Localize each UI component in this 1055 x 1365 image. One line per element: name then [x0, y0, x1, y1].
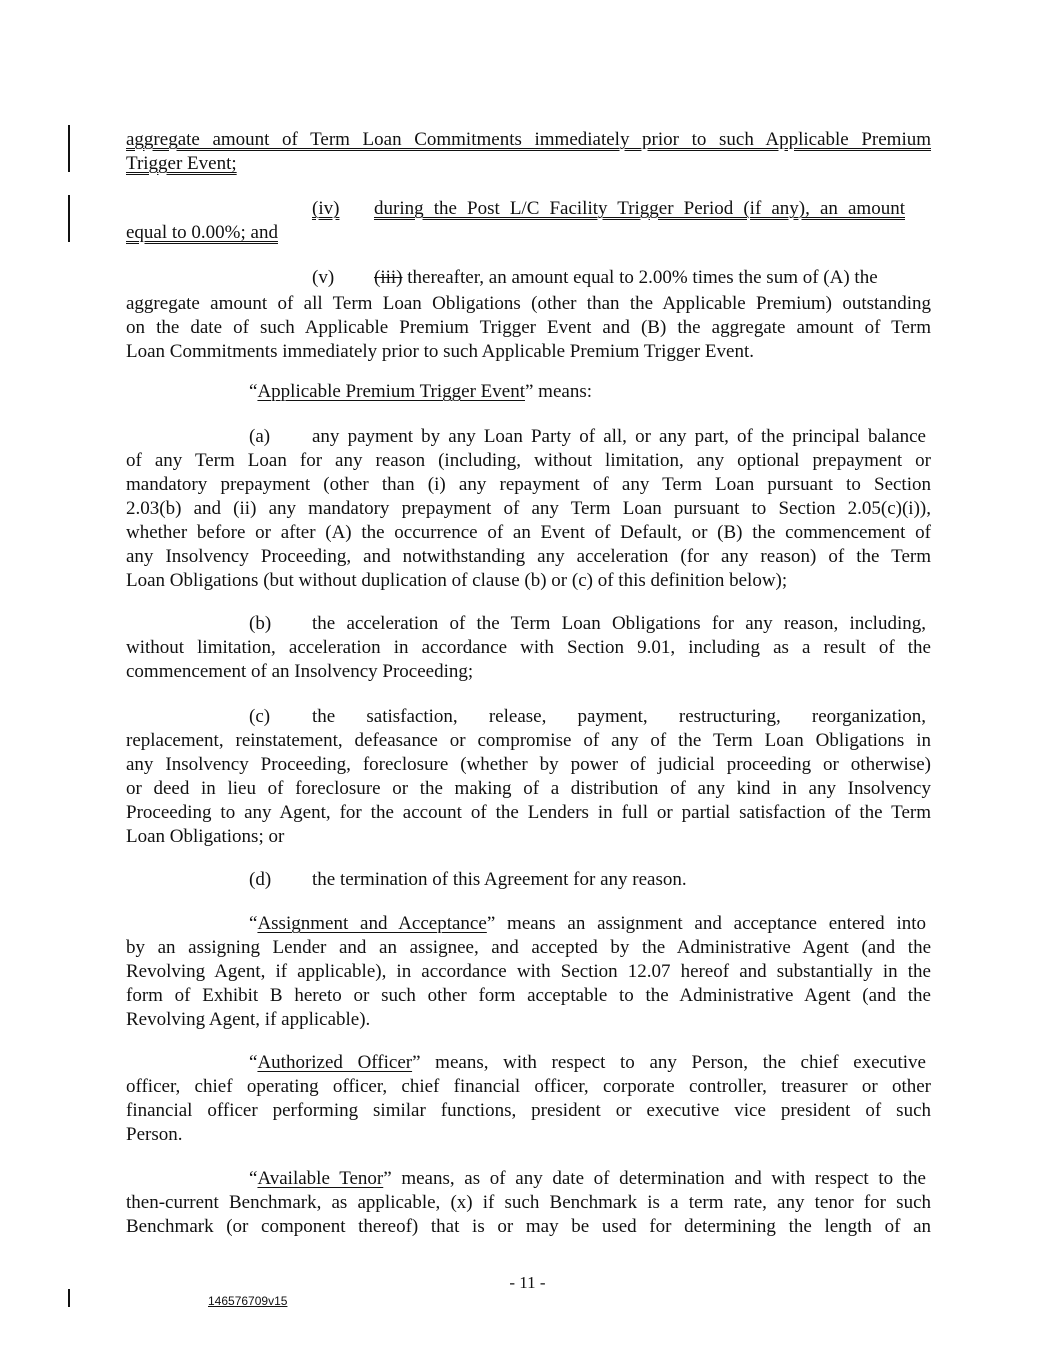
defined-term: Applicable Premium Trigger Event [257, 381, 525, 402]
paragraph-line: officer, chief operating officer, chief financial officer, corporate controller, treasurer or other [126, 1076, 931, 1097]
paragraph-line: Loan Obligations; or [126, 826, 285, 847]
page-number: - 11 - [509, 1273, 546, 1292]
paragraph-line: or deed in lieu of foreclosure or the making of a distribution of any kind in any Insolvency [126, 778, 931, 799]
defined-term: Authorized Officer [257, 1052, 413, 1073]
clause-v-text: thereafter, an amount equal to 2.00% times the sum of (A) the [402, 267, 878, 288]
paragraph-line: Revolving Agent, if applicable). [126, 1009, 371, 1030]
paragraph-line: Trigger Event; [126, 153, 237, 174]
change-bar [68, 195, 70, 242]
paragraph-line: form of Exhibit B hereto or such other form acceptable to the Administrative Agent (and the [126, 985, 931, 1006]
paragraph-line: replacement, reinstatement, defeasance or compromise of any of the Term Loan Obligations in [126, 730, 931, 751]
clause-iv-continuation: equal to 0.00%; and [126, 222, 278, 243]
paragraph-line: whether before or after (A) the occurrence of an Event of Default, or (B) the commencement of [126, 522, 931, 543]
paragraph-line: mandatory prepayment (other than (i) any repayment of any Term Loan pursuant to Section [126, 474, 931, 495]
clause-v-first-line [374, 266, 878, 290]
paragraph-line: Benchmark (or component thereof) that is or may be used for determining the length of an [126, 1216, 931, 1237]
clause-b-first-line: the acceleration of the Term Loan Obligations for any reason, including, [312, 613, 926, 634]
clause-a-first-line: any payment by any Loan Party of all, or any part, of the principal balance [312, 426, 926, 447]
paragraph-line: aggregate amount of all Term Loan Obligations (other than the Applicable Premium) outstanding [126, 293, 931, 314]
paragraph-line: by an assigning Lender and an assignee, and accepted by the Administrative Agent (and the [126, 937, 931, 958]
clause-c-label: (c) [249, 706, 271, 727]
definition-trigger-event: “Applicable Premium Trigger Event” means: [249, 381, 593, 402]
clause-b-label: (b) [249, 613, 272, 634]
paragraph-line: Person. [126, 1124, 183, 1145]
clause-c-first-line: the satisfaction, release, payment, restructuring, reorganization, [312, 706, 926, 727]
paragraph-line: aggregate amount of Term Loan Commitments immediately prior to such Applicable Premium [126, 129, 931, 150]
paragraph-line: any Insolvency Proceeding, and notwithstanding any acceleration (for any reason) of the Term [126, 546, 931, 567]
clause-a-label: (a) [249, 426, 271, 447]
paragraph-line: on the date of such Applicable Premium Trigger Event and (B) the aggregate amount of Term [126, 317, 931, 338]
clause-d-label: (d) [249, 869, 272, 890]
paragraph-line: without limitation, acceleration in accordance with Section 9.01, including as a result of the [126, 637, 931, 658]
paragraph-line: commencement of an Insolvency Proceeding; [126, 661, 474, 682]
clause-iv-label: (iv) [312, 198, 340, 219]
paragraph-line: Loan Commitments immediately prior to such Applicable Premium Trigger Event. [126, 341, 754, 362]
paragraph-line: of any Term Loan for any reason (including, without limitation, any optional prepayment or [126, 450, 931, 471]
defined-term: Available Tenor [257, 1168, 384, 1189]
paragraph-line: Loan Obligations (but without duplication of clause (b) or (c) of this definition below); [126, 570, 788, 591]
paragraph-line: Proceeding to any Agent, for the account of the Lenders in full or partial satisfaction of the Term [126, 802, 931, 823]
defined-term: Assignment and Acceptance [257, 913, 487, 934]
definition-assignment-first-line: “Assignment and Acceptance” means an assignment and acceptance entered into [249, 913, 927, 934]
paragraph-line: any Insolvency Proceeding, foreclosure (whether by power of judicial proceeding or otherwise) [126, 754, 931, 775]
clause-v-label: (v) [312, 267, 335, 288]
deleted-clause-label: (iii) [374, 267, 403, 288]
definition-tenor-first-line: “Available Tenor” means, as of any date of determination and with respect to the [249, 1168, 926, 1189]
paragraph-line: financial officer performing similar functions, president or executive vice president of such [126, 1100, 931, 1121]
paragraph-line: then-current Benchmark, as applicable, (x) if such Benchmark is a term rate, any tenor for such [126, 1192, 931, 1213]
paragraph-line: 2.03(b) and (ii) any mandatory prepayment of any Term Loan pursuant to Section 2.05(c)(i)), [126, 498, 931, 519]
definition-officer-first-line: “Authorized Officer” means, with respect to any Person, the chief executive [249, 1052, 926, 1073]
clause-d-text: the termination of this Agreement for any reason. [312, 869, 687, 890]
clause-iv-text: during the Post L/C Facility Trigger Period (if any), an amount [374, 198, 905, 219]
paragraph-line: Revolving Agent, if applicable), in accordance with Section 12.07 hereof and substantially in the [126, 961, 931, 982]
change-bar [68, 125, 70, 172]
document-id: 146576709v15 [208, 1294, 288, 1308]
